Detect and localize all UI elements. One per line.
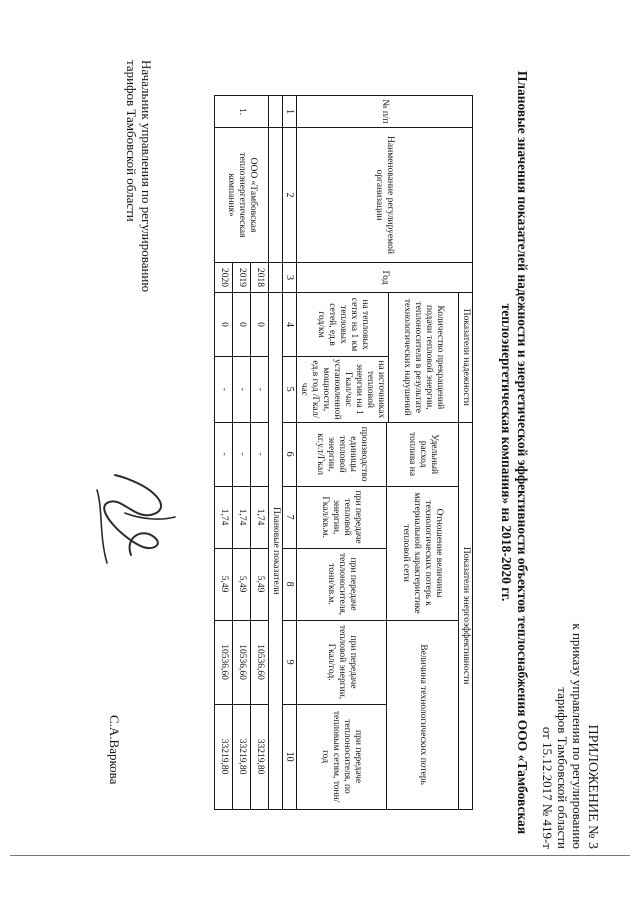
col-number: 2 — [283, 128, 297, 263]
cell-c7: 1,74 — [251, 486, 269, 548]
header-fuel-sub: производство единицы тепловой энергии, кг.у.т/Гкал — [297, 422, 387, 486]
cell-c10: 33219,80 — [251, 704, 269, 809]
cell-c4: 0 — [215, 293, 233, 357]
appendix-number: ПРИЛОЖЕНИЕ № 3 — [585, 724, 600, 849]
cell-c4: 0 — [251, 293, 269, 357]
signatory-name: С.А.Варкова — [107, 715, 122, 785]
cell-c10: 33219,80 — [215, 704, 233, 809]
col-number: 9 — [283, 620, 297, 704]
col-number: 1 — [283, 96, 297, 128]
section-spacer — [269, 96, 283, 128]
appendix-authority-line: тарифов Тамбовской области — [555, 687, 570, 849]
cell-c5: - — [233, 357, 251, 423]
column-numbers-row — [283, 96, 297, 810]
cell-year: 2020 — [215, 263, 233, 293]
position-line-1: Начальник управления по регулированию — [139, 60, 154, 293]
cell-year: 2018 — [251, 263, 269, 293]
cell-c6: - — [215, 422, 233, 486]
section-spacer — [269, 263, 283, 293]
header-org: Наименование регулируемой организации — [297, 128, 473, 263]
header-per-gcal: на источниках тепловой энергии на 1 Гкал/час установленной мощности, ед.в год /Гкал/час — [297, 357, 389, 423]
cell-c7: 1,74 — [233, 486, 251, 548]
document-title — [498, 30, 530, 875]
header-ratio-carrier: при передаче теплоносителя, тонн/кв.м. — [297, 548, 387, 620]
header-num: № п/п — [297, 96, 473, 128]
cell-c8: 5,49 — [251, 548, 269, 620]
header-fuel: Удельный расход топлива на — [387, 422, 459, 486]
header-energy: Показатели энергоэффективности — [459, 422, 473, 809]
table-row — [251, 96, 269, 810]
col-number: 6 — [283, 422, 297, 486]
title-line-1: Плановые значения показателей надежности и энергетической эффективности объектов теплоснабжения ООО «Тамбовская — [515, 70, 530, 835]
col-number: 10 — [283, 704, 297, 809]
cell-c5: - — [215, 357, 233, 423]
row-number: 1. — [215, 96, 269, 128]
cell-c5: - — [251, 357, 269, 423]
header-losses: Величина технологических потерь — [387, 620, 459, 809]
header-loss-heat: при передаче тепловой энергии, Гкал/год. — [297, 620, 387, 704]
cell-c9: 10536,60 — [215, 620, 233, 704]
cell-c6: - — [233, 422, 251, 486]
header-ratio: Отношение величины технологических потерь к материальной характеристике тепловой сети — [387, 486, 459, 620]
cell-c9: 10536,60 — [233, 620, 251, 704]
cell-c7: 1,74 — [215, 486, 233, 548]
organization-name: ООО «Тамбовская теплоэнергетическая компания» — [215, 128, 269, 263]
appendix-order-line: к приказу управления по регулированию — [570, 623, 585, 849]
header-interruptions: Количество прекращений подачи тепловой энергии, теплоносителя в результате технологических нарушений — [389, 293, 459, 423]
cell-c8: 5,49 — [233, 548, 251, 620]
cell-year: 2019 — [233, 263, 251, 293]
cell-c9: 10536,60 — [251, 620, 269, 704]
col-number: 4 — [283, 293, 297, 357]
header-ratio-heat: при передаче тепловой энергии, Гкал/кв.м. — [297, 486, 387, 548]
section-spacer — [269, 128, 283, 263]
header-reliability: Показатели надежности — [459, 293, 473, 423]
col-number: 7 — [283, 486, 297, 548]
cell-c4: 0 — [233, 293, 251, 357]
cell-c6: - — [251, 422, 269, 486]
handwritten-signature — [80, 455, 195, 575]
appendix-header — [540, 449, 600, 849]
header-year: Год — [297, 263, 473, 293]
section-label: Плановые показатели — [269, 293, 283, 810]
col-number: 5 — [283, 357, 297, 423]
header-per-km: на тепловых сетях на 1 км тепловых сетей, ед.в год/км — [297, 293, 389, 357]
cell-c10: 33219,80 — [233, 704, 251, 809]
signatory-position — [124, 60, 154, 360]
appendix-date-line: от 15.12.2017 № 419-т — [540, 726, 555, 849]
cell-c8: 5,49 — [215, 548, 233, 620]
col-number: 8 — [283, 548, 297, 620]
col-number: 3 — [283, 263, 297, 293]
header-loss-carrier: при передаче теплоносителя, по тепловым сетям, тонн/год — [297, 704, 387, 809]
indicators-table — [214, 95, 473, 810]
scan-edge-line — [10, 855, 630, 856]
position-line-2: тарифов Тамбовской области — [124, 60, 139, 222]
title-line-2: теплоэнергетическая компания» на 2018-2020 гг. — [499, 303, 514, 602]
